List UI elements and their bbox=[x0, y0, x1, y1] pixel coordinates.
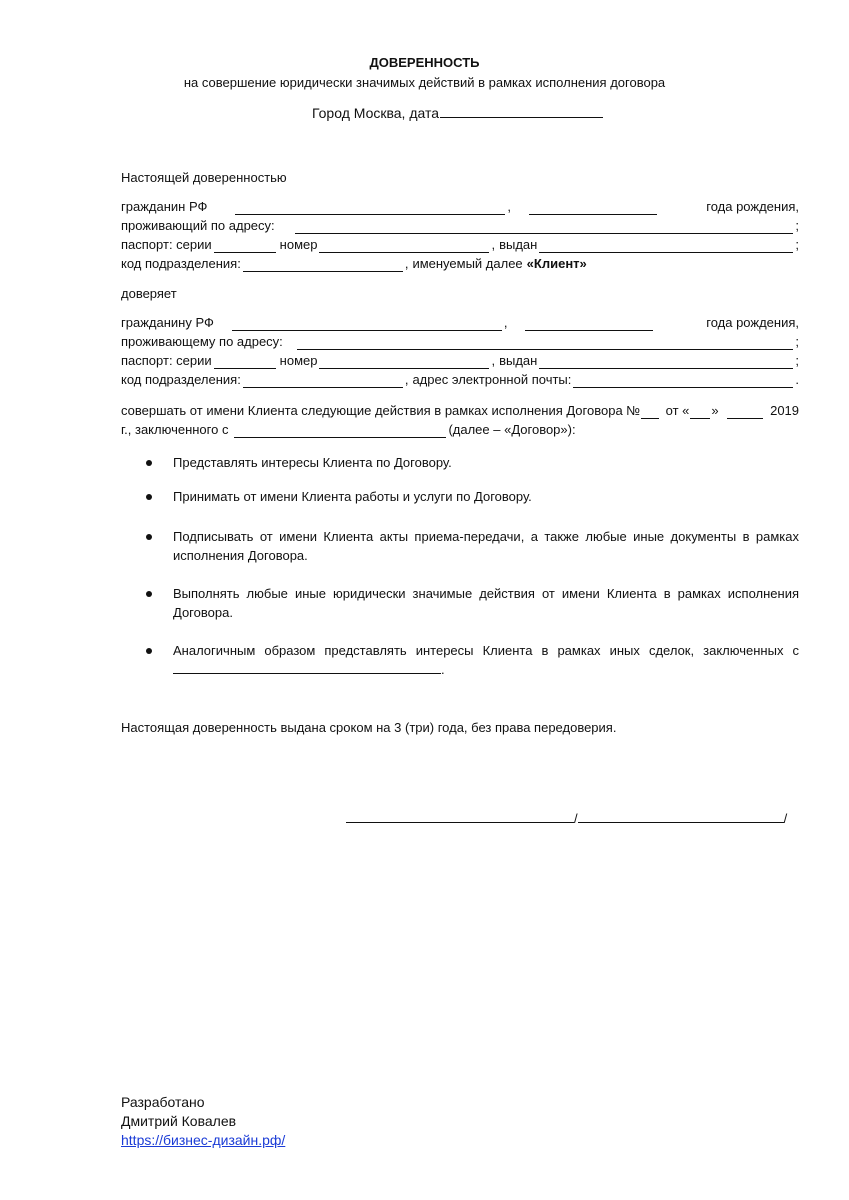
agent-email-label: адрес электронной почты: bbox=[412, 372, 572, 387]
actions-intro-text-a: совершать от имени Клиента следующие действия в рамках исполнения Договора № bbox=[121, 403, 641, 418]
principal-row-3: паспорт: серии номер , выдан ; bbox=[121, 237, 799, 252]
agent-address-blank bbox=[297, 337, 794, 350]
date-blank bbox=[440, 105, 603, 118]
bullet-item-5: Аналогичным образом представлять интересы Клиента в рамках иных сделок, заключенных с bbox=[173, 643, 799, 658]
principal-row-2: проживающий по адресу: ; bbox=[121, 218, 799, 233]
agent-issued-label: выдан bbox=[499, 353, 538, 368]
agent-dept-blank bbox=[243, 375, 403, 388]
bullet-dot bbox=[146, 460, 152, 466]
bullet-item-1: Представлять интересы Клиента по Договору. bbox=[173, 455, 452, 470]
footer-link[interactable]: https://бизнес-дизайн.рф/ bbox=[121, 1132, 286, 1148]
other-deals-blank bbox=[173, 661, 441, 674]
principal-row-1: гражданин РФ , года рождения, bbox=[121, 199, 799, 214]
bullet-item-4: Выполнять любые иные юридически значимые действия от имени Клиента в рамках исполнения Договора. bbox=[173, 586, 799, 620]
agent-issued-blank bbox=[539, 356, 793, 369]
principal-series-label: паспорт: серии bbox=[121, 237, 212, 252]
intro-text: Настоящей доверенностью bbox=[121, 170, 287, 185]
counterparty-blank bbox=[234, 425, 446, 438]
contract-day-blank bbox=[690, 406, 710, 419]
contract-year: 2019 bbox=[770, 403, 800, 418]
contract-month-blank bbox=[727, 406, 763, 419]
principal-named-label: именуемый далее bbox=[412, 256, 523, 271]
footer-author: Дмитрий Ковалев bbox=[121, 1113, 237, 1129]
document-subtitle: на совершение юридически значимых действий в рамках исполнения договора bbox=[183, 75, 666, 90]
principal-issued-label: выдан bbox=[499, 237, 538, 252]
principal-citizen-label: гражданин РФ bbox=[121, 199, 208, 214]
agent-series-blank bbox=[214, 356, 276, 369]
bullet-dot bbox=[146, 494, 152, 500]
bullet-dot bbox=[146, 534, 152, 540]
bullet-dot bbox=[146, 648, 152, 654]
principal-series-blank bbox=[214, 240, 276, 253]
agent-row-3: паспорт: серии номер , выдан ; bbox=[121, 353, 799, 368]
agent-birth-blank bbox=[525, 318, 653, 331]
city-date-line bbox=[312, 105, 605, 121]
footer-developed: Разработано bbox=[121, 1094, 205, 1110]
agent-row-1: гражданину РФ , года рождения, bbox=[121, 315, 799, 330]
agent-row-2: проживающему по адресу: ; bbox=[121, 334, 799, 349]
bullet-5-blank-line: . bbox=[173, 661, 445, 678]
principal-name-blank bbox=[235, 202, 505, 215]
agent-email-blank bbox=[573, 375, 793, 388]
trusts-word: доверяет bbox=[121, 286, 177, 301]
city-date-label: Город Москва, дата bbox=[312, 105, 440, 121]
agent-dept-label: код подразделения: bbox=[121, 372, 241, 387]
principal-dept-blank bbox=[243, 259, 403, 272]
agent-citizen-label: гражданину РФ bbox=[121, 315, 214, 330]
agent-number-blank bbox=[319, 356, 489, 369]
principal-row-4: код подразделения: , именуемый далее «Клиент» bbox=[121, 256, 587, 271]
agent-residing-label: проживающему по адресу: bbox=[121, 334, 283, 349]
principal-number-label: номер bbox=[279, 237, 318, 252]
bullet-item-2: Принимать от имени Клиента работы и услуги по Договору. bbox=[173, 489, 532, 504]
principal-address-blank bbox=[295, 221, 794, 234]
agent-row-4: код подразделения: , адрес электронной почты: . bbox=[121, 372, 799, 387]
actions-intro-line-2 bbox=[121, 422, 799, 438]
actions-intro-text-c: » bbox=[711, 403, 719, 418]
signature-blank bbox=[346, 810, 574, 823]
agent-number-label: номер bbox=[279, 353, 318, 368]
actions-intro-text-b: от « bbox=[665, 403, 690, 418]
principal-birth-blank bbox=[529, 202, 657, 215]
principal-number-blank bbox=[319, 240, 489, 253]
principal-dept-label: код подразделения: bbox=[121, 256, 241, 271]
agent-name-blank bbox=[232, 318, 502, 331]
document-title: ДОВЕРЕННОСТЬ bbox=[369, 55, 480, 70]
principal-issued-blank bbox=[539, 240, 793, 253]
bullet-dot bbox=[146, 591, 152, 597]
actions-intro-line-1 bbox=[121, 403, 799, 419]
principal-residing-label: проживающий по адресу: bbox=[121, 218, 275, 233]
signature-line: / / bbox=[346, 810, 787, 826]
validity-text: Настоящая доверенность выдана сроком на 3 (три) года, без права передоверия. bbox=[121, 720, 617, 735]
principal-birth-label: года рождения, bbox=[706, 199, 799, 214]
signature-name-blank bbox=[578, 810, 784, 823]
actions-intro-text-d: г., заключенного с bbox=[121, 422, 229, 437]
actions-intro-text-e: (далее – «Договор»): bbox=[448, 422, 576, 437]
bullet-item-3: Подписывать от имени Клиента акты приема-передачи, а также любые иные документы в рамках исполнения Договора. bbox=[173, 529, 799, 563]
agent-series-label: паспорт: серии bbox=[121, 353, 212, 368]
client-term: «Клиент» bbox=[526, 256, 587, 271]
contract-number-blank bbox=[641, 406, 659, 419]
agent-birth-label: года рождения, bbox=[706, 315, 799, 330]
